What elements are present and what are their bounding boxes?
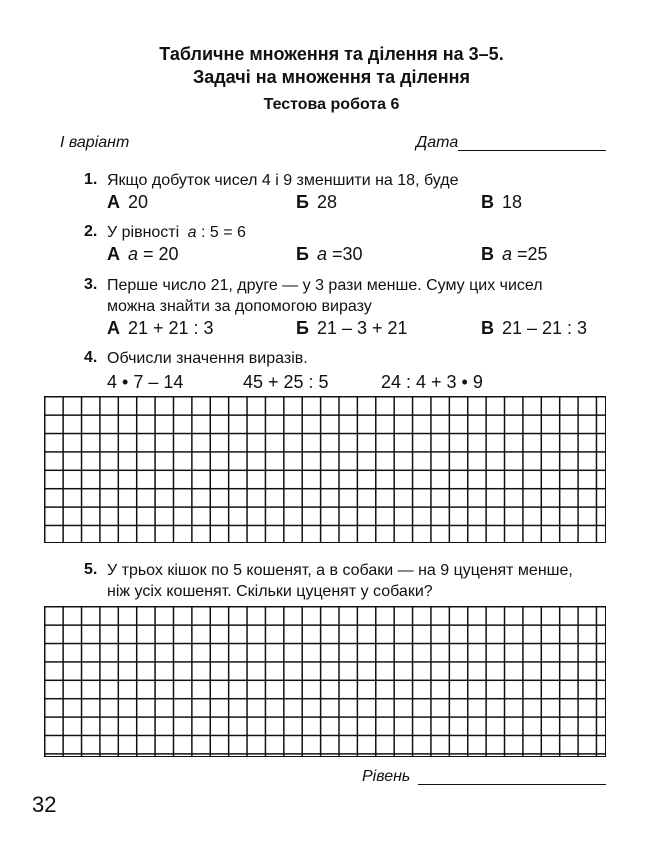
- option-letter: Б: [296, 244, 309, 264]
- level-field-line[interactable]: [418, 784, 606, 785]
- option-variable: а: [128, 244, 139, 264]
- question-1-text: Якщо добуток чисел 4 і 9 зменшити на 18, буде: [107, 172, 459, 189]
- question-3-option-a[interactable]: [107, 318, 214, 339]
- question-3-option-c[interactable]: [481, 318, 587, 339]
- question-1-option-a[interactable]: [107, 192, 148, 213]
- question-3-text-line-1: Перше число 21, друге — у 3 рази менше. Суму цих чисел: [107, 277, 543, 294]
- option-letter: В: [481, 244, 494, 264]
- question-2-text: [107, 222, 246, 244]
- question-3-option-b[interactable]: [296, 318, 408, 339]
- question-5-text-line-2: ніж усіх кошенят. Скільки цуценят у собаки?: [107, 583, 433, 600]
- option-variable: а: [502, 244, 513, 264]
- level-label: Рівень: [362, 768, 411, 785]
- question-3-number: 3.: [84, 276, 98, 293]
- question-2-text-after: : 5 = 6: [201, 224, 246, 241]
- option-value: 18: [502, 192, 523, 212]
- page-title-line-1: Табличне множення та ділення на 3–5.: [159, 44, 504, 64]
- question-2-option-a[interactable]: [107, 244, 179, 265]
- question-4-text: Обчисли значення виразів.: [107, 350, 308, 367]
- page-title-line-2: Задачі на множення та ділення: [192, 67, 471, 87]
- option-letter: А: [107, 318, 120, 338]
- question-2-number: 2.: [84, 223, 98, 240]
- option-letter: В: [481, 192, 494, 212]
- question-1-number: 1.: [84, 171, 98, 188]
- date-label: Дата: [416, 134, 459, 151]
- variant-label: І варіант: [60, 134, 130, 151]
- option-value: 21 + 21 : 3: [128, 318, 214, 338]
- question-5-number: 5.: [84, 561, 98, 578]
- option-value: 20: [128, 192, 149, 212]
- question-4-number: 4.: [84, 349, 98, 366]
- option-letter: А: [107, 192, 120, 212]
- date-field-line[interactable]: [458, 150, 606, 151]
- option-value: = 20: [143, 244, 179, 264]
- question-2-text-before: У рівності: [107, 224, 180, 241]
- test-subtitle: Тестова робота 6: [263, 96, 400, 113]
- question-5-text-line-1: У трьох кішок по 5 кошенят, а в собаки — на 9 цуценят менше,: [107, 562, 573, 579]
- option-letter: Б: [296, 318, 309, 338]
- expression-3: 24 : 4 + 3 • 9: [381, 372, 483, 392]
- option-value: =30: [331, 244, 363, 264]
- question-3-text-line-2: можна знайти за допомогою виразу: [107, 298, 372, 315]
- question-2-option-b[interactable]: [296, 244, 363, 265]
- option-value: 21 – 21 : 3: [502, 318, 588, 338]
- option-letter: Б: [296, 192, 309, 212]
- question-1-option-b[interactable]: [296, 192, 337, 213]
- question-2-option-c[interactable]: [481, 244, 548, 265]
- option-variable: а: [316, 244, 327, 264]
- expression-2: 45 + 25 : 5: [243, 372, 329, 392]
- question-2-variable: а: [187, 224, 197, 241]
- answer-grid-1[interactable]: [44, 396, 606, 543]
- option-letter: В: [481, 318, 494, 338]
- option-value: =25: [517, 244, 548, 264]
- expression-1: 4 • 7 – 14: [107, 372, 184, 392]
- question-1-option-c[interactable]: [481, 192, 522, 213]
- answer-grid-2[interactable]: [44, 606, 606, 757]
- option-letter: А: [107, 244, 120, 264]
- option-value: 28: [316, 192, 337, 212]
- page-number: 32: [32, 792, 57, 817]
- option-value: 21 – 3 + 21: [316, 318, 408, 338]
